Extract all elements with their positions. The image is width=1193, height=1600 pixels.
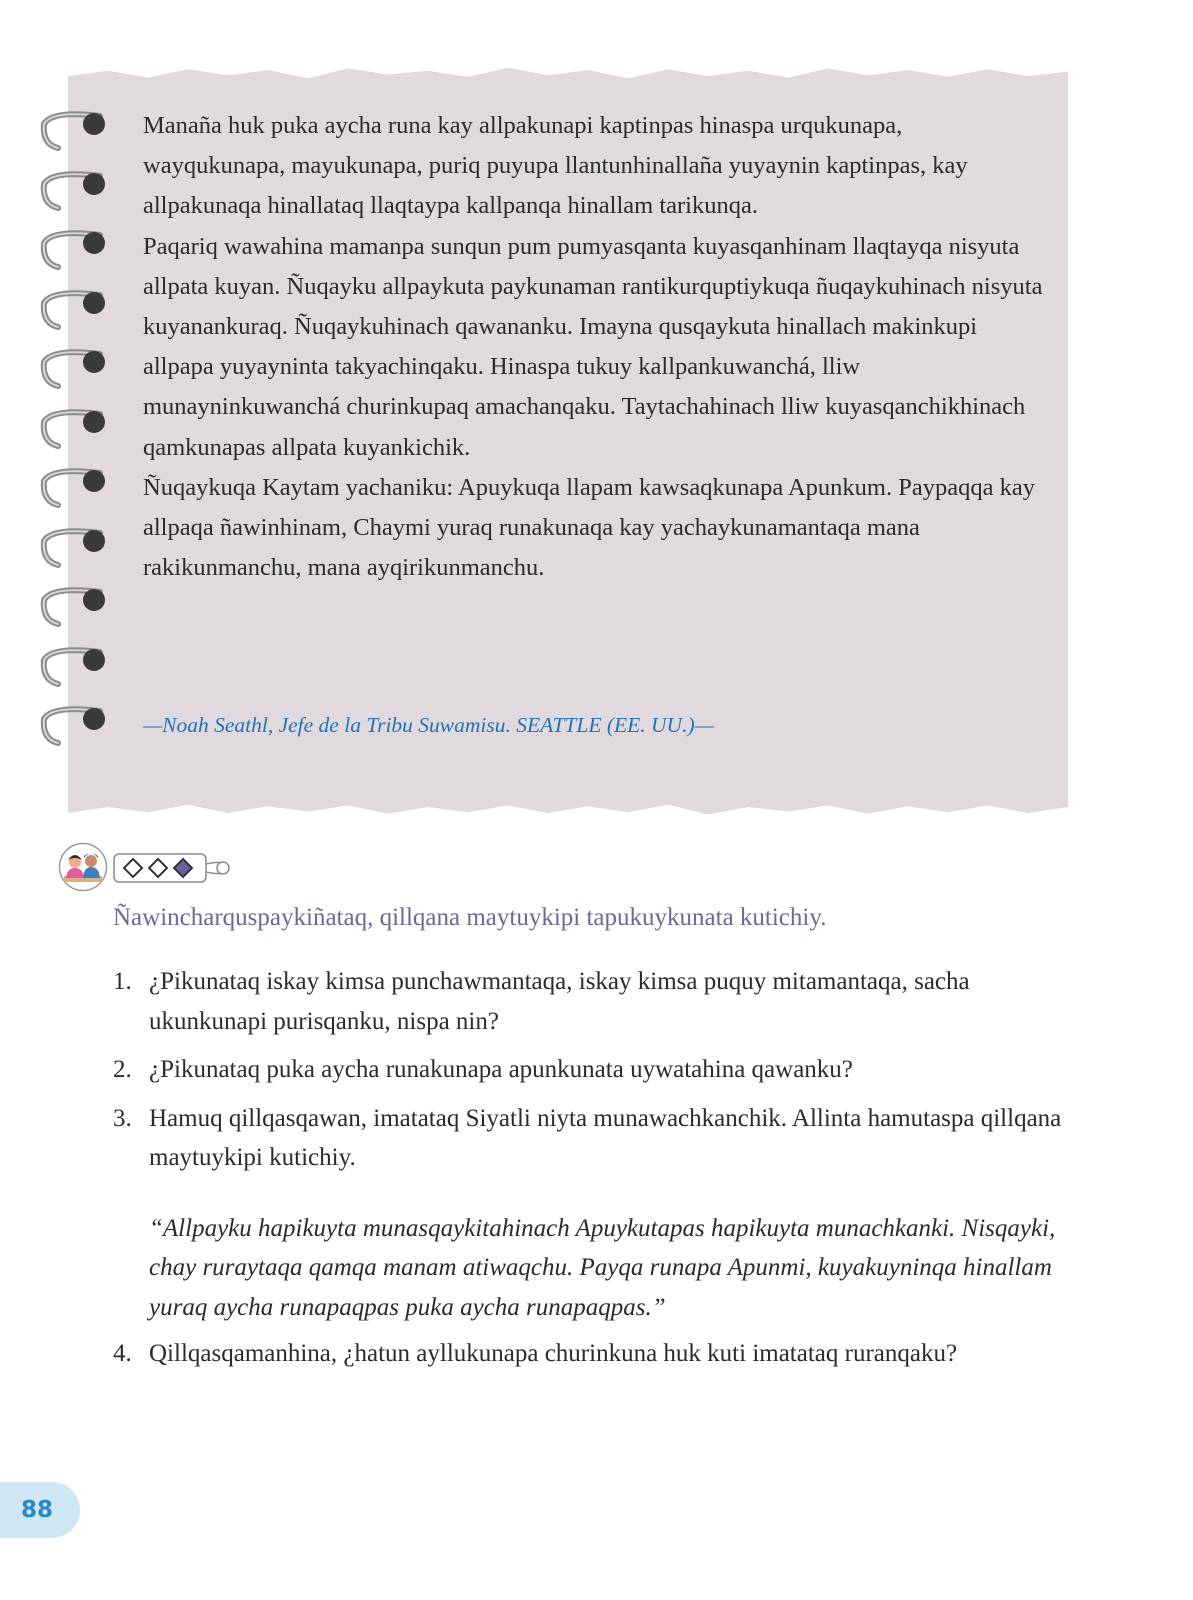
note-paragraph: Manaña huk puka aycha runa kay allpakunapi kaptinpas hinaspa urqukunapa, wayqukunapa, mayukunapa, puriq puyupa llantunhinallaña yuyaynin kaptinpas, kay allpakunaqa hinallataq llaqtaypa kallpanqa hinallam tarikunqa. xyxy=(143,112,968,220)
binding-ring-icon xyxy=(36,346,116,396)
note-text xyxy=(143,106,1043,588)
question-text: ¿Pikunataq puka aycha runakunapa apunkunata uywatahina qawanku? xyxy=(149,1056,853,1083)
question-number: 2. xyxy=(113,1056,132,1083)
spiral-binding xyxy=(36,108,116,768)
note-paragraph: Ñuqaykuqa Kaytam yachaniku: Apuykuqa llapam kawsaqkunapa Apunkum. Paypaqqa kay allpaqa ñawinhinam, Chaymi yuraq runakunaqa kay yachaykunamantaqa mana rakikunmanchu, mana ayqirikunmanchu. xyxy=(143,473,1035,582)
binding-ring-icon xyxy=(36,465,116,515)
binding-ring-icon xyxy=(36,703,116,753)
question-list xyxy=(113,962,1063,1383)
activity-instruction: Ñawincharquspaykiñataq, qillqana maytuykipi tapukuykunata kutichiy. xyxy=(113,904,827,931)
binding-ring-icon xyxy=(36,525,116,575)
two-students-icon xyxy=(58,842,108,892)
binding-ring-icon xyxy=(36,227,116,277)
binding-ring-icon xyxy=(36,644,116,694)
binding-ring-icon xyxy=(36,406,116,456)
note-paragraph: Paqariq wawahina mamanpa sunqun pum pumyasqanta kuyasqanhinam llaqtayqa nisyuta allpata kuyan. Ñuqayku allpaykuta paykunaman rantikurquptiykuqa ñuqaykuhinach nisyuta kuyanankuraq. Ñuqaykuhinach qawananku. Imayna qusqaykuta hinallach makinkupi allpapa yuyayninta takyachinqaku. Hinaspa tukuy kallpankuwanchá, lliw munayninkuwanchá churinkupaq amachanqaku. Taytachahinach lliw kuyasqanchikhinach qamkunapas allpata kuyankichik. xyxy=(143,232,1043,461)
binding-ring-icon xyxy=(36,584,116,634)
question-text: ¿Pikunataq iskay kimsa punchawmantaqa, iskay kimsa puquy mitamantaqa, sacha ukunkunapi purisqanku, nispa nin? xyxy=(149,968,970,1035)
question-item xyxy=(113,1334,1063,1374)
page-number: 88 xyxy=(20,1497,53,1523)
question-item xyxy=(113,962,1063,1041)
question-number: 3. xyxy=(113,1104,132,1132)
question-number: 1. xyxy=(113,968,132,995)
binding-ring-icon xyxy=(36,168,116,218)
question-text: Qillqasqamanhina, ¿hatun ayllukunapa churinkuna huk kuti imatataq ruranqaku? xyxy=(149,1340,958,1367)
seattle-quote: “Allpayku hapikuyta munasqaykitahinach Apuykutapas hapikuyta munachkanki. Nisqayki, chay ruraytaqa qamqa manam atiwaqchu. Payqa runapa Apunmi, kuyakuyninqa hinallam yuraq aycha runapaqpas puka aycha runapaqpas.” xyxy=(149,1214,1056,1321)
difficulty-indicator xyxy=(113,851,231,885)
binding-ring-icon xyxy=(36,287,116,337)
binding-ring-icon xyxy=(36,108,116,158)
question-item xyxy=(113,1050,1063,1090)
question-item xyxy=(113,1099,1063,1328)
question-text: Hamuq qillqasqawan, imatataq Siyatli niyta munawachkanchik. Allinta hamutaspa qillqana maytuykipi kutichiy. xyxy=(149,1104,1062,1171)
note-signature: —Noah Seathl, Jefe de la Tribu Suwamisu. SEATTLE (EE. UU.)— xyxy=(143,713,714,737)
question-number: 4. xyxy=(113,1340,132,1367)
